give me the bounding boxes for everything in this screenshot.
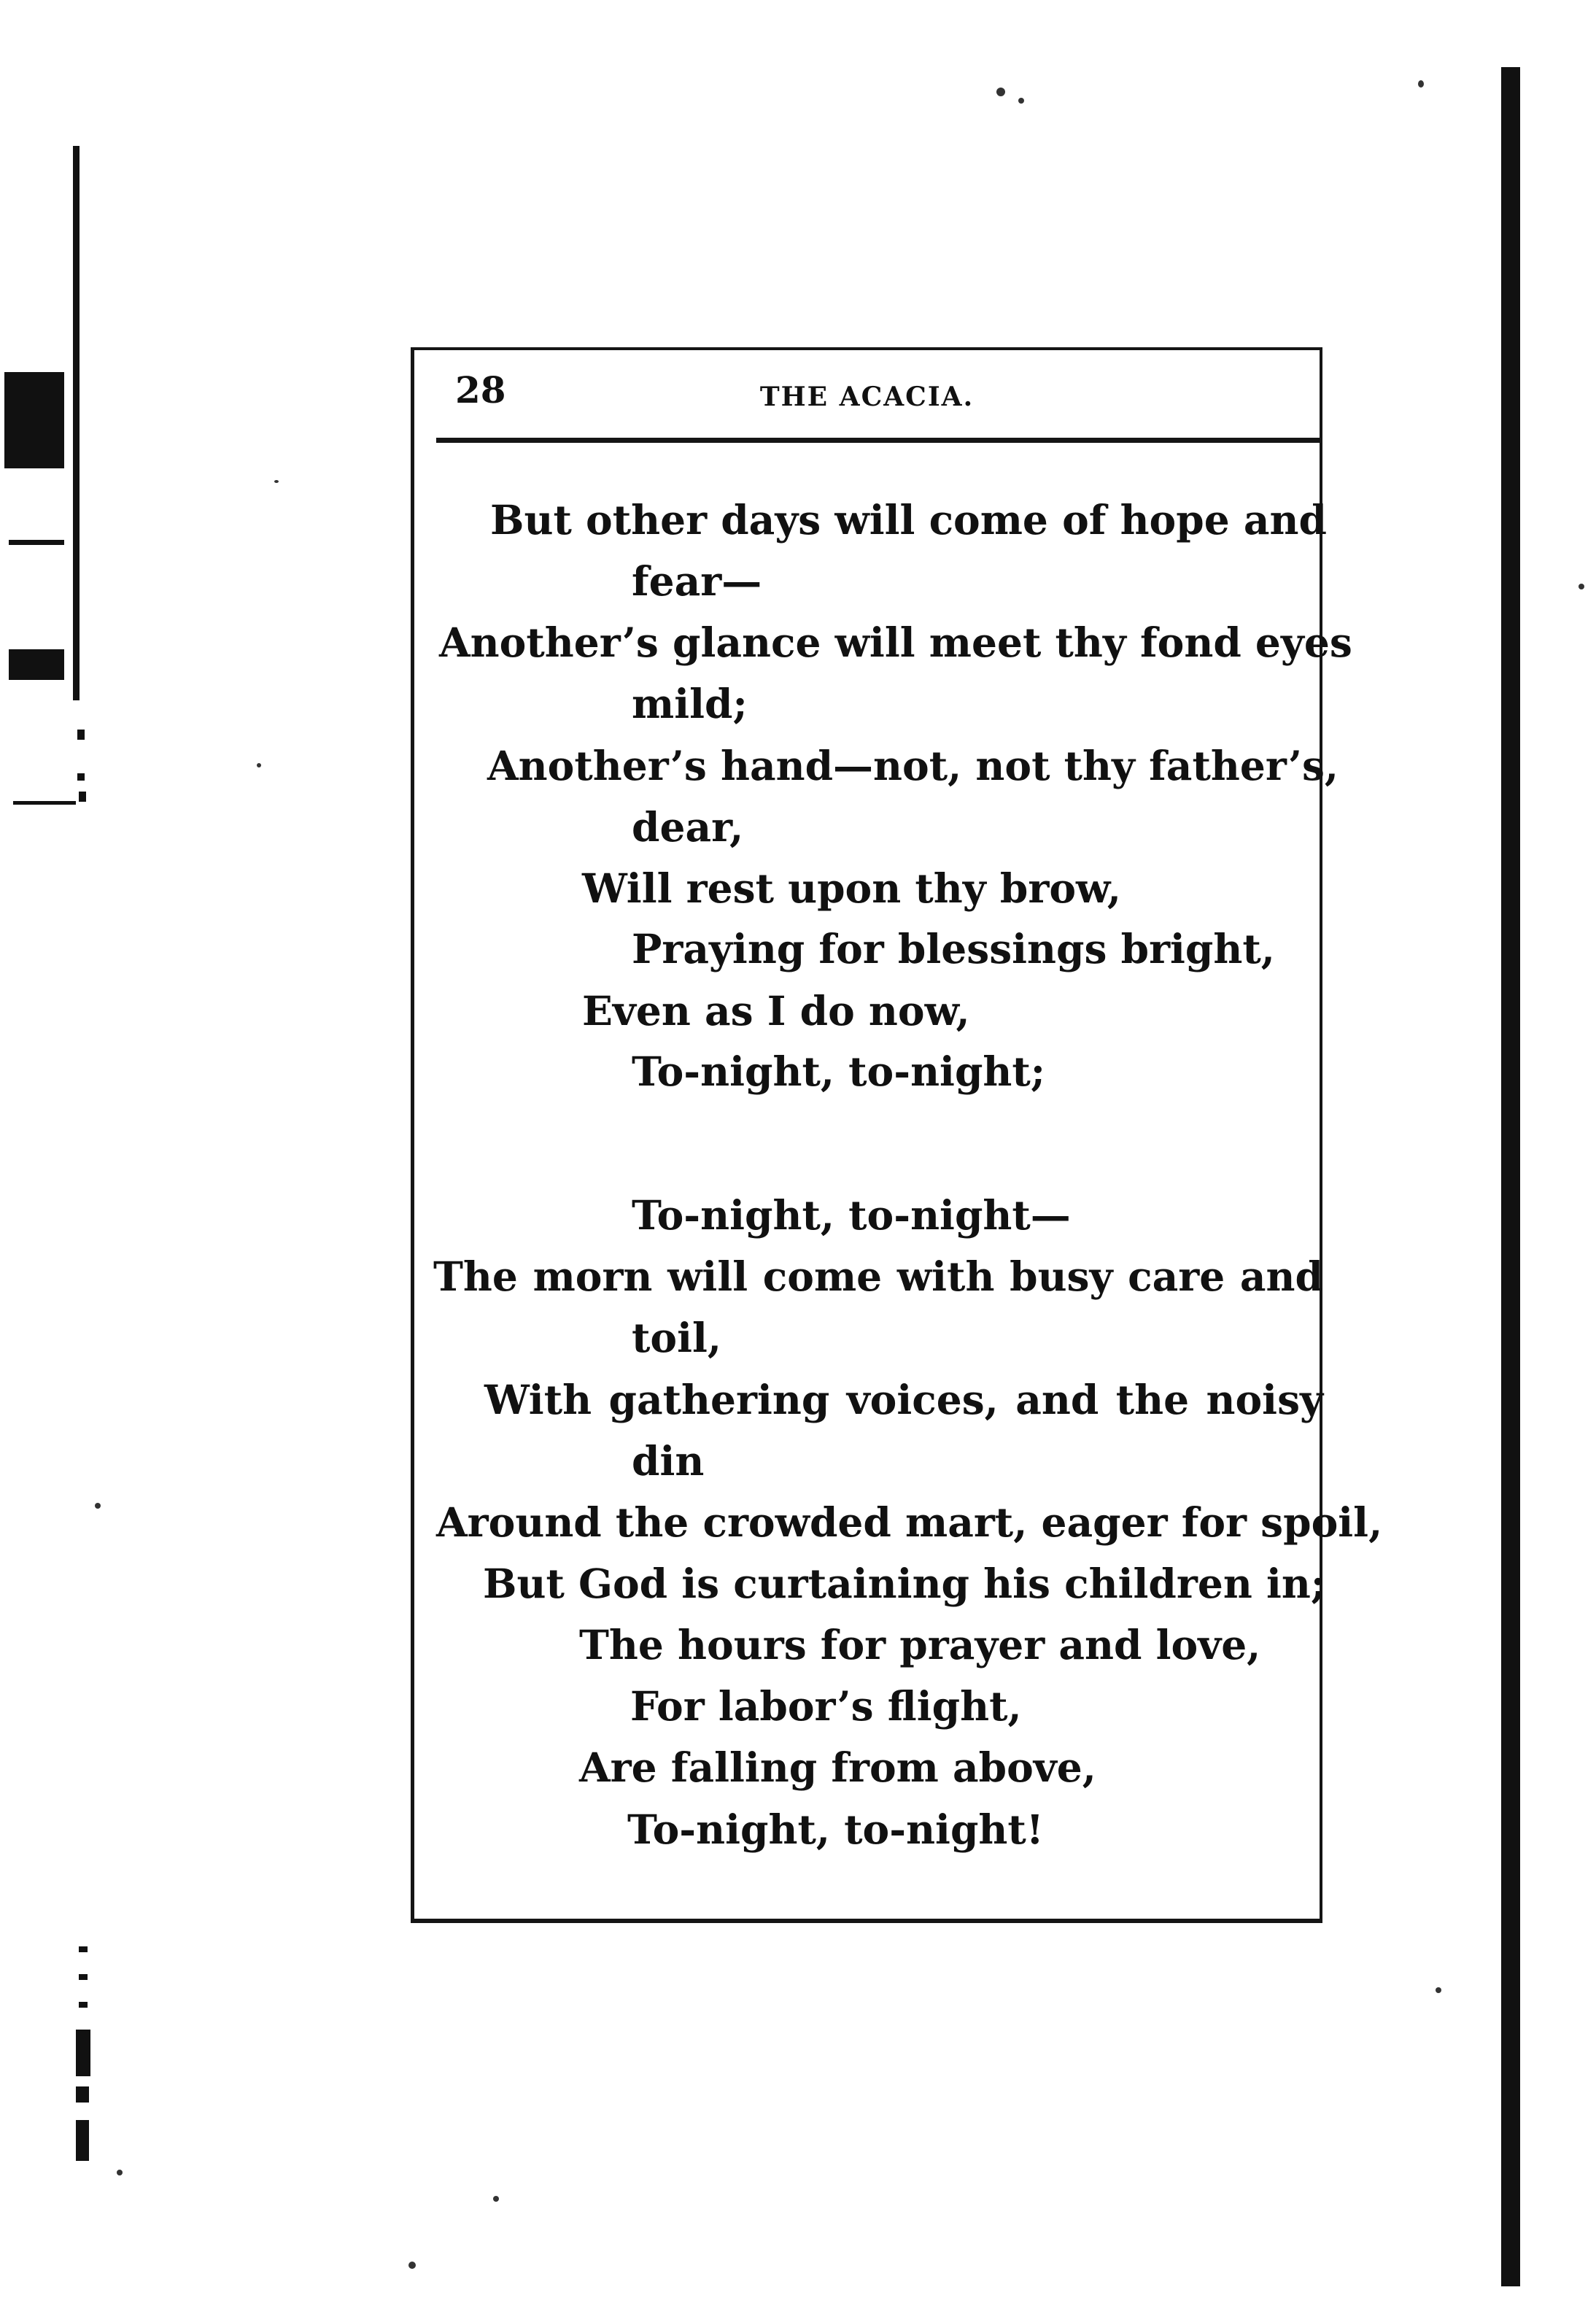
poem-line: toil,	[632, 1314, 722, 1361]
running-title: THE ACACIA.	[759, 382, 975, 412]
header-rule	[436, 438, 1320, 443]
scan-mark	[79, 792, 86, 802]
scan-edge-shadow	[1501, 67, 1520, 2286]
poem-line: The hours for prayer and love,	[579, 1621, 1261, 1668]
poem-line: But other days will come of hope and	[490, 496, 1327, 544]
scan-mark	[79, 2002, 88, 2008]
page-frame	[411, 347, 1383, 1923]
scan-speck	[257, 763, 261, 767]
poem-line: With gathering voices, and the noisy	[484, 1376, 1323, 1423]
poem-line: Around the crowded mart, eager for spoil,	[436, 1498, 1383, 1546]
scan-mark	[77, 730, 85, 740]
poem-line: But God is curtaining his children in;	[483, 1560, 1326, 1607]
scan-mark	[76, 2120, 89, 2161]
poem-line: To-night, to-night!	[627, 1806, 1044, 1853]
scan-mark	[79, 1946, 88, 1952]
poem-line: Praying for blessings bright,	[632, 925, 1275, 972]
scan-mark	[76, 2086, 89, 2103]
poem-line: Are falling from above,	[579, 1744, 1096, 1791]
poem-line: dear,	[632, 803, 744, 851]
poem-line: Will rest upon thy brow,	[582, 864, 1122, 912]
poem-line: fear—	[632, 557, 762, 605]
poem-line: The morn will come with busy care and	[433, 1253, 1323, 1300]
scan-speck	[1578, 584, 1584, 589]
scan-speck	[996, 88, 1005, 96]
poem-line: To-night, to-night—	[632, 1191, 1071, 1239]
scan-speck	[1018, 98, 1024, 104]
scan-mark	[79, 1974, 88, 1980]
scan-speck	[408, 2262, 416, 2269]
poem-line: Even as I do now,	[582, 987, 970, 1034]
poem-line: For labor’s flight,	[630, 1682, 1022, 1730]
scan-mark	[9, 540, 64, 545]
scan-mark	[77, 773, 85, 781]
scan-speck	[1418, 80, 1424, 88]
scan-speck	[274, 480, 279, 483]
poem-line: To-night, to-night;	[632, 1048, 1046, 1095]
scan-speck	[493, 2196, 499, 2202]
scan-mark	[13, 801, 76, 805]
poem-line: Another’s hand—not, not thy father’s,	[487, 742, 1339, 789]
page-number: 28	[455, 368, 506, 411]
poem-line: mild;	[632, 680, 748, 727]
poem-line: Another’s glance will meet thy fond eyes	[439, 619, 1352, 666]
scan-mark	[9, 649, 64, 680]
scan-speck	[117, 2170, 123, 2175]
scan-speck	[1436, 1987, 1441, 1993]
poem-line: din	[632, 1437, 705, 1485]
scan-mark	[76, 2030, 90, 2076]
scan-speck	[95, 1503, 101, 1509]
scan-mark	[4, 372, 64, 468]
scan-left-rule	[73, 146, 80, 700]
